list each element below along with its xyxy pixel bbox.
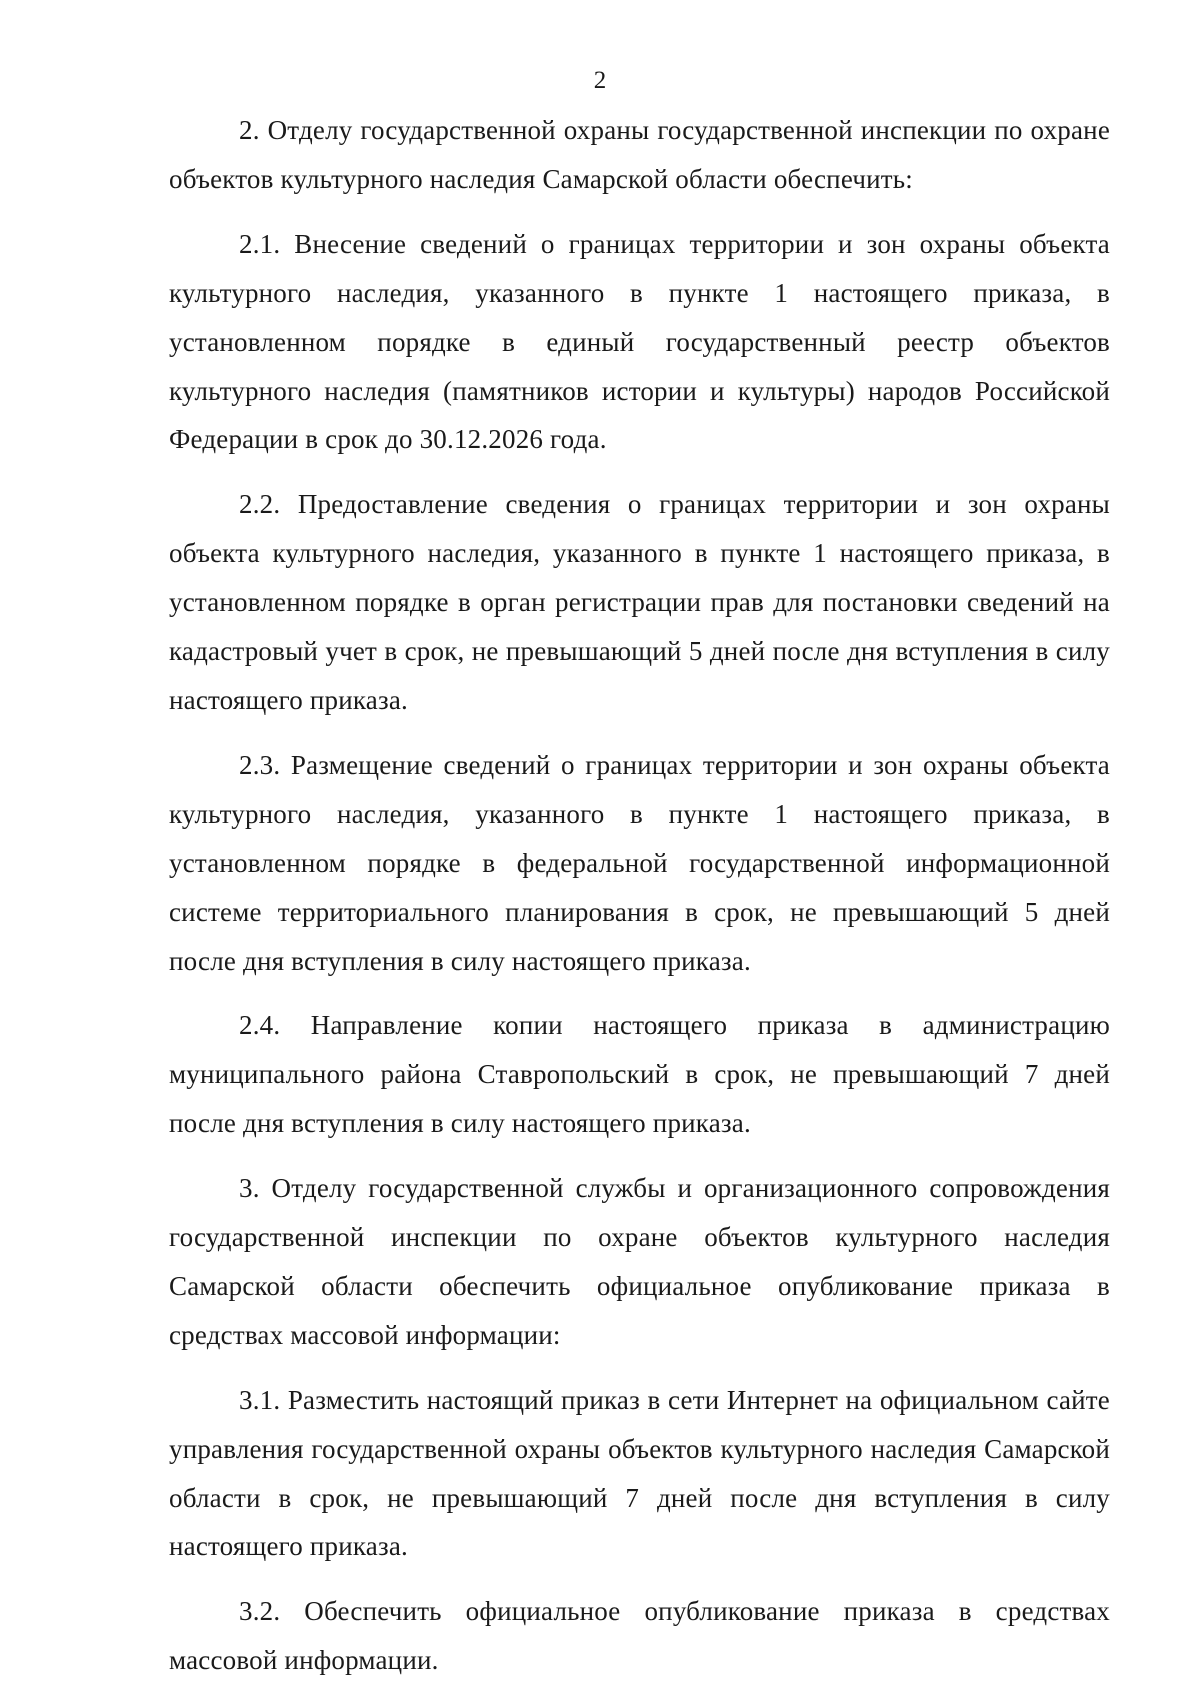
paragraph-3-1: 3.1. Разместить настоящий приказ в сети Интернет на официальном сайте управления государственной охраны объектов культурного наследия Самарской области в срок, не превышающий 7 дней после дня вступления в силу настоящего приказа. xyxy=(169,1384,1110,1562)
paragraph-2: 2. Отделу государственной охраны государственной инспекции по охране объектов культурного наследия Самарской области обеспечить: xyxy=(169,115,1110,194)
paragraph-2-1: 2.1. Внесение сведений о границах территории и зон охраны объекта культурного наследия, указанного в пункте 1 настоящего приказа, в установленном порядке в единый государственный реестр объектов культурного наследия (памятников истории и культуры) народов Российской Федерации в срок до 30.12.2026 года. xyxy=(169,228,1110,455)
paragraph-3-2: 3.2. Обеспечить официальное опубликование приказа в средствах массовой информации. xyxy=(169,1596,1110,1676)
paragraph-2-4: 2.4. Направление копии настоящего приказа в администрацию муниципального района Ставропольский в срок, не превышающий 7 дней после дня вступления в силу настоящего приказа. xyxy=(169,1010,1110,1139)
paragraph-3: 3. Отделу государственной службы и организационного сопровождения государственной инспекции по охране объектов культурного наследия Самарской области обеспечить официальное опубликование приказа в средствах массовой информации: xyxy=(169,1173,1110,1350)
page-number: 2 xyxy=(593,67,607,94)
paragraph-2-3: 2.3. Размещение сведений о границах территории и зон охраны объекта культурного наследия, указанного в пункте 1 настоящего приказа, в установленном порядке в федеральной государственной информационной системе территориального планирования в срок, не превышающий 5 дней после дня вступления в силу настоящего приказа. xyxy=(169,749,1110,976)
paragraph-2-2: 2.2. Предоставление сведения о границах территории и зон охраны объекта культурного наследия, указанного в пункте 1 настоящего приказа, в установленном порядке в орган регистрации прав для постановки сведений на кадастровый учет в срок, не превышающий 5 дней после дня вступления в силу настоящего приказа. xyxy=(169,489,1110,715)
document-body xyxy=(169,106,1110,1685)
